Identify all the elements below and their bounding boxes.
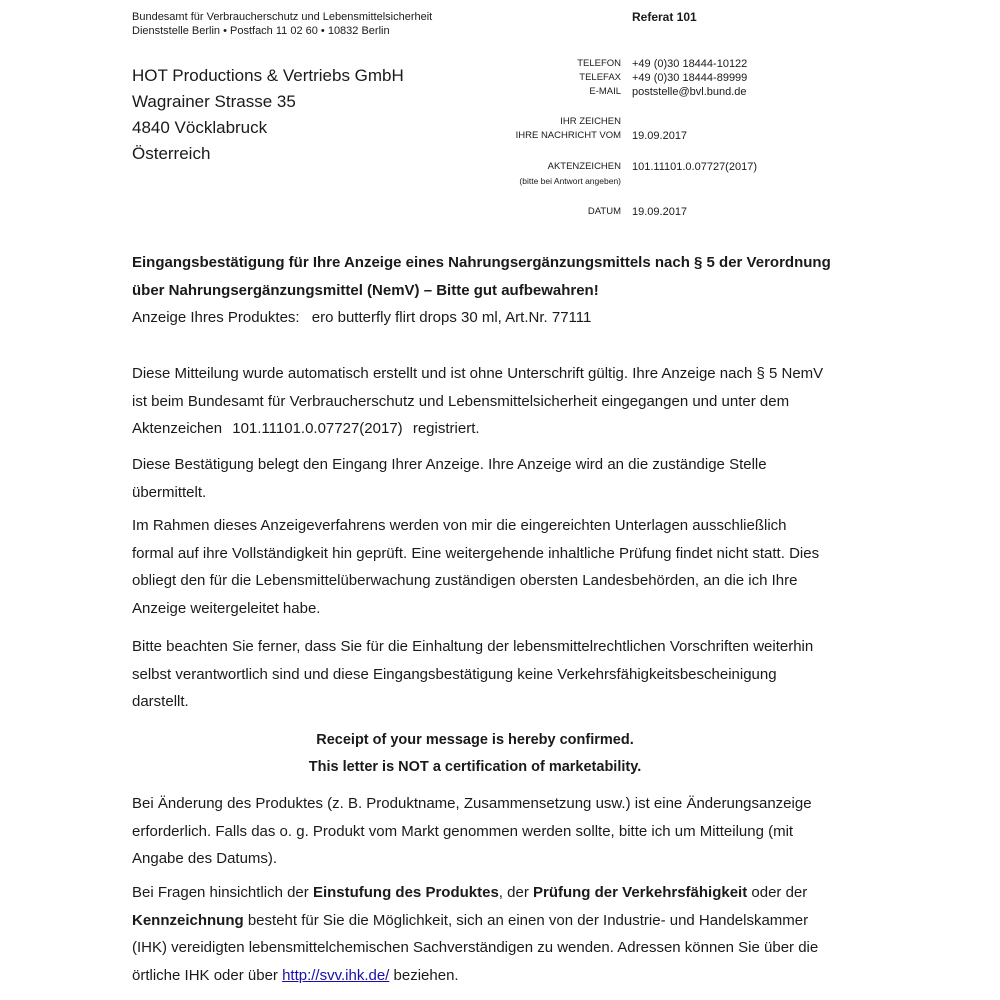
questions-text-a: Bei Fragen hinsichtlich der [132, 884, 309, 901]
email-label: E-MAIL [589, 86, 621, 97]
telefon-row [460, 57, 880, 71]
paragraph-confirmation-ref: 101.11101.0.07727(2017) [232, 420, 403, 437]
paragraph-responsibility: Bitte beachten Sie ferner, dass Sie für die Einhaltung der lebensmittelrechtlichen Vorschriften weiterhin selbst verantwortlich sind und diese Eingangsbestätigung keine Verkehrsfähigkeitsbescheinigung darstellt. [132, 638, 814, 710]
referat-label: Referat 101 [632, 10, 697, 24]
ihre-nachricht-value: 19.09.2017 [632, 130, 688, 142]
recipient-name: HOT Productions & Vertriebs GmbH [132, 66, 404, 85]
paragraph-questions [132, 879, 832, 989]
questions-text-c: , der [498, 884, 529, 901]
ihk-link[interactable]: http://svv.ihk.de/ [282, 966, 390, 984]
recipient-street: Wagrainer Strasse 35 [132, 92, 296, 111]
paragraph-changes: Bei Änderung des Produktes (z. B. Produktname, Zusammensetzung usw.) ist eine Änderungsanzeige erforderlich. Falls das o. g. Produkt vom Markt genommen werden sollte, bitte ich um Mitteilung (mit Angabe des Datums). [132, 795, 812, 867]
sender-address [132, 10, 432, 38]
english-notice [132, 727, 818, 781]
recipient-address [132, 63, 404, 167]
questions-text-d: oder der [751, 884, 808, 901]
contact-block [460, 57, 880, 219]
paragraph-confirmation-text: Diese Mitteilung wurde automatisch erstellt und ist ohne Unterschrift gültig. Ihre Anzeige nach § 5 NemV ist beim Bundesamt für Verbraucherschutz und Lebensmittelsicherheit eingegangen und unter dem Aktenzeichen [132, 365, 824, 437]
sender-line-2: Dienststelle Berlin • Postfach 11 02 60 • 10832 Berlin [132, 25, 390, 37]
ihre-nachricht-row [460, 129, 880, 143]
questions-bold-classification: Einstufung des Produktes [312, 884, 499, 901]
product-value: ero butterfly flirt drops 30 ml, Art.Nr. 77111 [311, 309, 592, 326]
telefax-row [460, 71, 880, 85]
aktenzeichen-hint: (bitte bei Antwort angeben) [519, 176, 621, 186]
telefon-value: +49 (0)30 18444-10122 [632, 58, 748, 70]
aktenzeichen-row [460, 160, 880, 174]
product-label: Anzeige Ihres Produktes: [132, 309, 300, 326]
sender-line-1: Bundesamt für Verbraucherschutz und Lebensmittelsicherheit [132, 11, 433, 23]
telefax-value: +49 (0)30 18444-89999 [632, 72, 748, 84]
paragraph-forwarding: Diese Bestätigung belegt den Eingang Ihrer Anzeige. Ihre Anzeige wird an die zuständige Stelle übermittelt. [132, 456, 767, 501]
ihre-nachricht-label: IHRE NACHRICHT VOM [515, 130, 621, 141]
product-line [132, 307, 591, 329]
datum-label: DATUM [587, 206, 621, 217]
questions-text-e: besteht für Sie die Möglichkeit, sich an einen von der Industrie- und Handelskammer (IHK) vereidigten lebensmittelchemischen Sachverständigen zu wenden. Adressen können Sie über die örtliche IHK oder über [132, 911, 819, 984]
paragraph-formal-check: Im Rahmen dieses Anzeigeverfahrens werden von mir die eingereichten Unterlagen ausschließlich formal auf ihre Vollständigkeit hin geprüft. Eine weitergehende inhaltliche Prüfung findet nicht statt. Dies obliegt den für die Lebensmittelüberwachung zuständigen obersten Landesbehörden, an die ich Ihre Anzeige weitergeleitet habe. [132, 517, 820, 617]
ihr-zeichen-row [460, 115, 880, 129]
paragraph-confirmation [132, 360, 832, 443]
questions-text-f: beziehen. [393, 966, 459, 984]
datum-row [460, 205, 880, 219]
email-row [460, 85, 880, 99]
datum-value: 19.09.2017 [632, 206, 688, 218]
recipient-city: 4840 Vöcklabruck [132, 118, 268, 137]
telefax-label: TELEFAX [579, 72, 621, 83]
aktenzeichen-value: 101.11101.0.07727(2017) [632, 161, 757, 173]
subject-heading: Eingangsbestätigung für Ihre Anzeige eines Nahrungsergänzungsmittels nach § 5 der Verordnung über Nahrungsergänzungsmittel (NemV) – Bitte gut aufbewahren! [132, 254, 831, 299]
aktenzeichen-label: AKTENZEICHEN [547, 161, 621, 172]
questions-bold-labelling: Kennzeichnung [132, 911, 244, 929]
paragraph-confirmation-end: registriert. [412, 420, 480, 437]
english-notice-line-1: Receipt of your message is hereby confirmed. [316, 732, 634, 748]
ihr-zeichen-label: IHR ZEICHEN [560, 116, 621, 127]
english-notice-line-2: This letter is NOT a certification of marketability. [308, 759, 642, 775]
aktenzeichen-hint-row [460, 174, 880, 188]
questions-bold-marketability: Prüfung der Verkehrsfähigkeit [532, 884, 748, 901]
telefon-label: TELEFON [577, 58, 621, 69]
recipient-country: Österreich [132, 144, 211, 163]
email-value: poststelle@bvl.bund.de [632, 86, 747, 98]
